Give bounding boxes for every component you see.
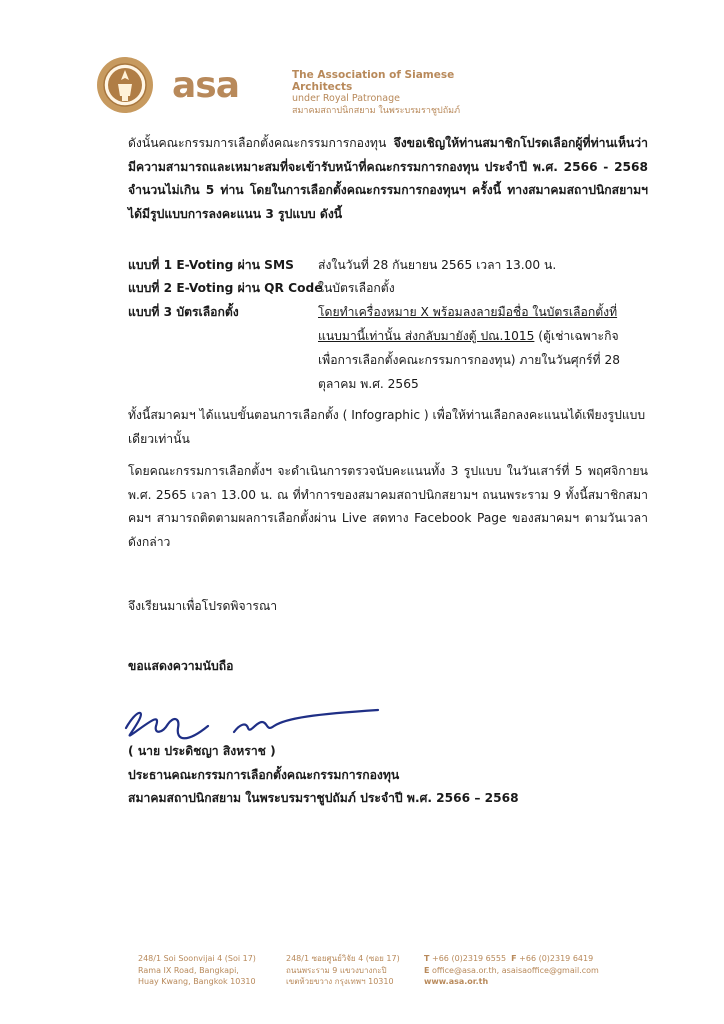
address-line: 248/1 Soi Soonvijai 4 (Soi 17): [138, 954, 256, 963]
footer-email: [424, 965, 599, 977]
phone-label: T: [424, 954, 430, 963]
option-label: แบบที่ 2 E-Voting ผ่าน QR Code: [128, 281, 323, 295]
address-line: Rama IX Road, Bangkapi,: [138, 965, 239, 975]
option-value: ในบัตรเลือกตั้ง: [318, 281, 395, 295]
closing-salutation: ขอแสดงความนับถือ: [128, 659, 234, 673]
org-patronage-en: under Royal Patronage: [292, 93, 401, 104]
intro-lead: ดังนั้นคณะกรรมการเลือกตั้งคณะกรรมการกองทุน: [128, 136, 394, 150]
website-link[interactable]: www.asa.or.th: [424, 977, 489, 986]
email-link[interactable]: office@asa.or.th, asaisaoffice@gmail.com: [432, 965, 599, 975]
footer-address-en: [138, 953, 256, 988]
option-value-line4: ตุลาคม พ.ศ. 2565: [318, 377, 419, 391]
address-line: เขตห้วยขวาง กรุงเทพฯ 10310: [286, 977, 394, 986]
footer-address-th: [286, 953, 400, 988]
option-value-line3: เพื่อการเลือกตั้งคณะกรรมการกองทุน) ภายในวันศุกร์ที่ 28: [318, 353, 620, 367]
address-line: ถนนพระราม 9 แขวงบางกะปิ: [286, 965, 387, 975]
option-label: แบบที่ 3 บัตรเลือกตั้ง: [128, 305, 239, 319]
intro-paragraph: [128, 132, 648, 226]
footer-contact: [424, 953, 599, 988]
option-value: ส่งในวันที่ 28 กันยายน 2565 เวลา 13.00 น.: [318, 258, 557, 272]
option-label: แบบที่ 1 E-Voting ผ่าน SMS: [128, 258, 294, 272]
email-label: E: [424, 965, 430, 975]
address-line: 248/1 ซอยศูนย์วิจัย 4 (ซอย 17): [286, 954, 400, 963]
footer-phone-fax: [424, 953, 599, 965]
fax-label: F: [511, 954, 517, 963]
option-value-line2-underlined: แนบมานี้เท่านั้น ส่งกลับมายังตู้ ปณ.1015: [318, 329, 535, 343]
option-value-line2: [318, 325, 640, 349]
intro-bold: จึงขอเชิญให้ท่านสมาชิกโปรดเลือกผู้ที่ท่านเห็นว่ามีความสามารถและเหมาะสมที่จะเข้ารับหน้าที่คณะกรรมการกองทุน ประจำปี พ.ศ. 2566 - 2568 จำนวนไม่เกิน 5 ท่าน โดยในการเลือกตั้งคณะกรรมการกองทุนฯ ครั้งนี้ ทางสมาคมสถาปนิกสยามฯ ได้มีรูปแบบการลงคะแนน 3 รูปแบบ ดังนี้: [128, 136, 648, 221]
consideration-paragraph: จึงเรียนมาเพื่อโปรดพิจารณา: [128, 599, 278, 613]
option-value-line2-rest: (ตู้เช่าเฉพาะกิจ: [534, 329, 619, 343]
signer-name: ( นาย ประดิชญา สิงหราช ): [128, 744, 276, 758]
asa-logo: asa: [172, 65, 240, 106]
infographic-paragraph: ทั้งนี้สมาคมฯ ได้แนบขั้นตอนการเลือกตั้ง ( Infographic ) เพื่อให้ท่านเลือกลงคะแนนได้เพียงรูปแบบเดียวเท่านั้น: [128, 408, 646, 446]
org-name-th: สมาคมสถาปนิกสยาม ในพระบรมราชูปถัมภ์: [292, 106, 461, 116]
asa-seal-icon: [96, 56, 154, 114]
address-line: Huay Kwang, Bangkok 10310: [138, 977, 256, 986]
fax-number: +66 (0)2319 6419: [519, 954, 594, 963]
option-value-line1: โดยทำเครื่องหมาย X พร้อมลงลายมือชื่อ ในบัตรเลือกตั้งที่: [318, 305, 618, 319]
letterhead: [96, 56, 516, 116]
organization-name: [292, 69, 516, 117]
signer-block: [128, 740, 648, 811]
org-name-en: The Association of Siamese Architects: [292, 69, 455, 93]
signer-title-1: ประธานคณะกรรมการเลือกตั้งคณะกรรมการกองทุน: [128, 767, 400, 782]
vote-count-paragraph: โดยคณะกรรมการเลือกตั้งฯ จะดำเนินการตรวจนับคะแนนทั้ง 3 รูปแบบ ในวันเสาร์ที่ 5 พฤศจิกายน พ.ศ. 2565 เวลา 13.00 น. ณ ที่ทำการของสมาคมสถาปนิกสยามฯ ถนนพระราม 9 ทั้งนี้สมาชิกสมาคมฯ สามารถติดตามผลการเลือกตั้งผ่าน Live สดทาง Facebook Page ของสมาคมฯ ตามวันเวลาดังกล่าว: [128, 464, 648, 549]
signer-title-2: สมาคมสถาปนิกสยาม ในพระบรมราชูปถัมภ์ ประจำปี พ.ศ. 2566 – 2568: [128, 791, 519, 805]
phone-number[interactable]: +66 (0)2319 6555: [432, 954, 507, 963]
